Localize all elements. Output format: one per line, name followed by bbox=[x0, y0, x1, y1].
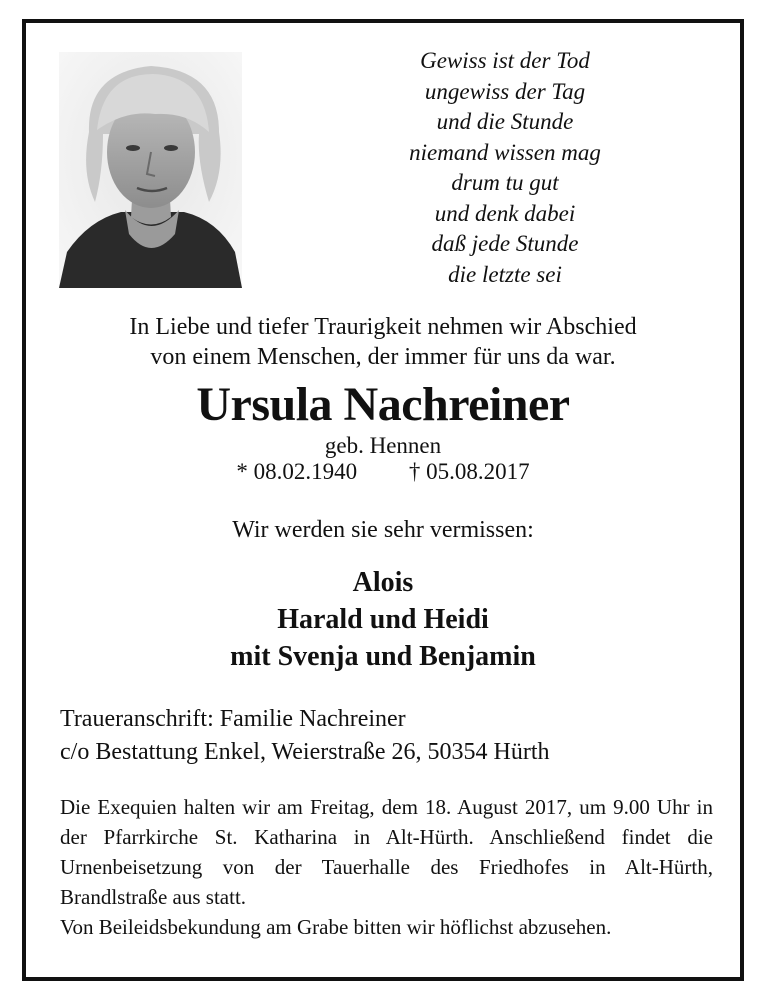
poem-line: die letzte sei bbox=[448, 261, 562, 287]
poem-line: drum tu gut bbox=[451, 170, 559, 195]
deceased-name: Ursula Nachreiner bbox=[196, 378, 570, 431]
birth-date: * 08.02.1940 bbox=[236, 459, 358, 484]
address-line: c/o Bestattung Enkel, Weierstraße 26, 50354 Hürth bbox=[60, 739, 550, 765]
mourner-line: Alois bbox=[352, 567, 414, 598]
death-date: † 05.08.2017 bbox=[408, 459, 530, 484]
maiden-name: geb. Hennen bbox=[324, 433, 442, 458]
poem-line: und denk dabei bbox=[434, 200, 576, 226]
miss-line: Wir werden sie sehr vermissen: bbox=[232, 517, 534, 543]
mourners bbox=[40, 564, 726, 675]
poem-line: daß jede Stunde bbox=[431, 231, 579, 256]
service-details bbox=[60, 792, 713, 942]
life-dates bbox=[40, 457, 726, 487]
condolence-note: Von Beileidsbekundung am Grabe bitten wir höflichst abzusehen. bbox=[60, 915, 612, 939]
poem-line: ungewiss der Tag bbox=[424, 78, 586, 104]
mourner-line: Harald und Heidi bbox=[277, 604, 489, 635]
intro-text bbox=[40, 312, 726, 372]
poem-line: niemand wissen mag bbox=[409, 139, 601, 165]
service-paragraph: Die Exequien halten wir am Freitag, dem 18. August 2017, um 9.00 Uhr in der Pfarrkirche St. Katharina in Alt-Hürth. Anschließend findet die Urnenbeisetzung von der Tauerhalle des Friedhofes in Alt-Hürth, Brandlstraße aus statt. bbox=[60, 795, 713, 909]
mourner-line: mit Svenja und Benjamin bbox=[230, 641, 536, 672]
portrait-photo bbox=[59, 52, 242, 288]
address-line: Traueranschrift: Familie Nachreiner bbox=[60, 706, 406, 732]
poem bbox=[330, 46, 680, 290]
intro-line: von einem Menschen, der immer für uns da war. bbox=[150, 344, 616, 370]
intro-line: In Liebe und tiefer Traurigkeit nehmen wir Abschied bbox=[129, 314, 637, 340]
poem-line: Gewiss ist der Tod bbox=[420, 48, 590, 73]
mourning-address bbox=[60, 703, 720, 769]
poem-line: und die Stunde bbox=[436, 109, 574, 134]
